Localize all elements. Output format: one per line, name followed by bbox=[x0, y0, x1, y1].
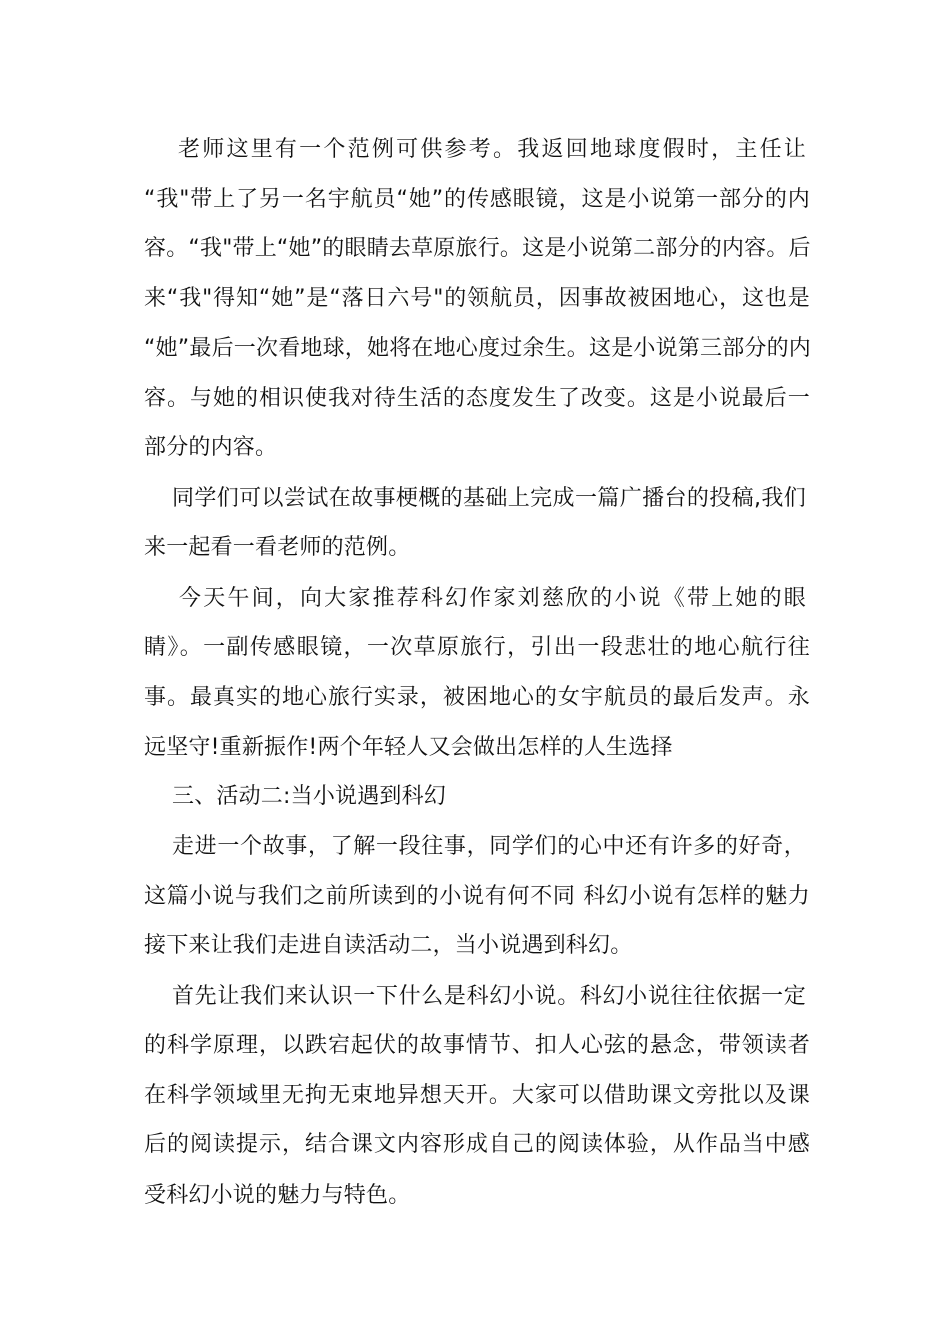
text-line-11: 睛》。一副传感眼镜，一次草原旅行，引出一段悲壮的地心航行往 bbox=[144, 635, 810, 660]
text-line-13: 远坚守!重新振作!两个年轻人又会做出怎样的人生选择 bbox=[144, 735, 673, 760]
text-line-1: 老师这里有一个范例可供参考。我返回地球度假时，主任让 bbox=[178, 137, 806, 162]
text-line-15: 这篇小说与我们之前所读到的小说有何不同 科幻小说有怎样的魅力 bbox=[144, 884, 810, 909]
text-line-18: 的科学原理，以跌宕起伏的故事情节、扣人心弦的悬念，带领读者 bbox=[144, 1033, 810, 1058]
text-line-6: 容。与她的相识使我对待生活的态度发生了改变。这是小说最后一 bbox=[144, 386, 810, 411]
text-line-10: 今天午间，向大家推荐科幻作家刘慈欣的小说《带上她的眼 bbox=[179, 586, 806, 611]
text-line-17: 首先让我们来认识一下什么是科幻小说。科幻小说往往依据一定 bbox=[172, 984, 806, 1009]
text-line-7: 部分的内容。 bbox=[144, 435, 278, 460]
text-line-16: 接下来让我们走进自读活动二，当小说遇到科幻。 bbox=[144, 933, 633, 958]
text-line-9: 来一起看一看老师的范例。 bbox=[144, 535, 411, 560]
text-line-14: 走进一个故事，了解一段往事，同学们的心中还有许多的好奇， bbox=[172, 834, 806, 859]
text-line-12: 事。最真实的地心旅行实录，被困地心的女宇航员的最后发声。永 bbox=[144, 685, 810, 710]
text-line-3: 容。“我"带上“她”的眼睛去草原旅行。这是小说第二部分的内容。后 bbox=[144, 236, 811, 261]
text-line-2: “我"带上了另一名宇航员“她”的传感眼镜，这是小说第一部分的内 bbox=[144, 187, 810, 212]
text-line-4: 来“我"得知“她”是“落日六号"的领航员，因事故被困地心，这也是 bbox=[144, 286, 810, 311]
text-line-5: “她”最后一次看地球，她将在地心度过余生。这是小说第三部分的内 bbox=[144, 336, 811, 361]
text-line-19: 在科学领域里无拘无束地异想天开。大家可以借助课文旁批以及课 bbox=[144, 1083, 810, 1108]
text-line-20: 后的阅读提示，结合课文内容形成自己的阅读体验，从作品当中感 bbox=[144, 1132, 810, 1157]
text-line-21: 受科幻小说的魅力与特色。 bbox=[144, 1183, 411, 1208]
section-heading: 三、活动二:当小说遇到科幻 bbox=[172, 784, 447, 809]
text-line-8: 同学们可以尝试在故事梗概的基础上完成一篇广播台的投稿,我们 bbox=[172, 486, 806, 511]
